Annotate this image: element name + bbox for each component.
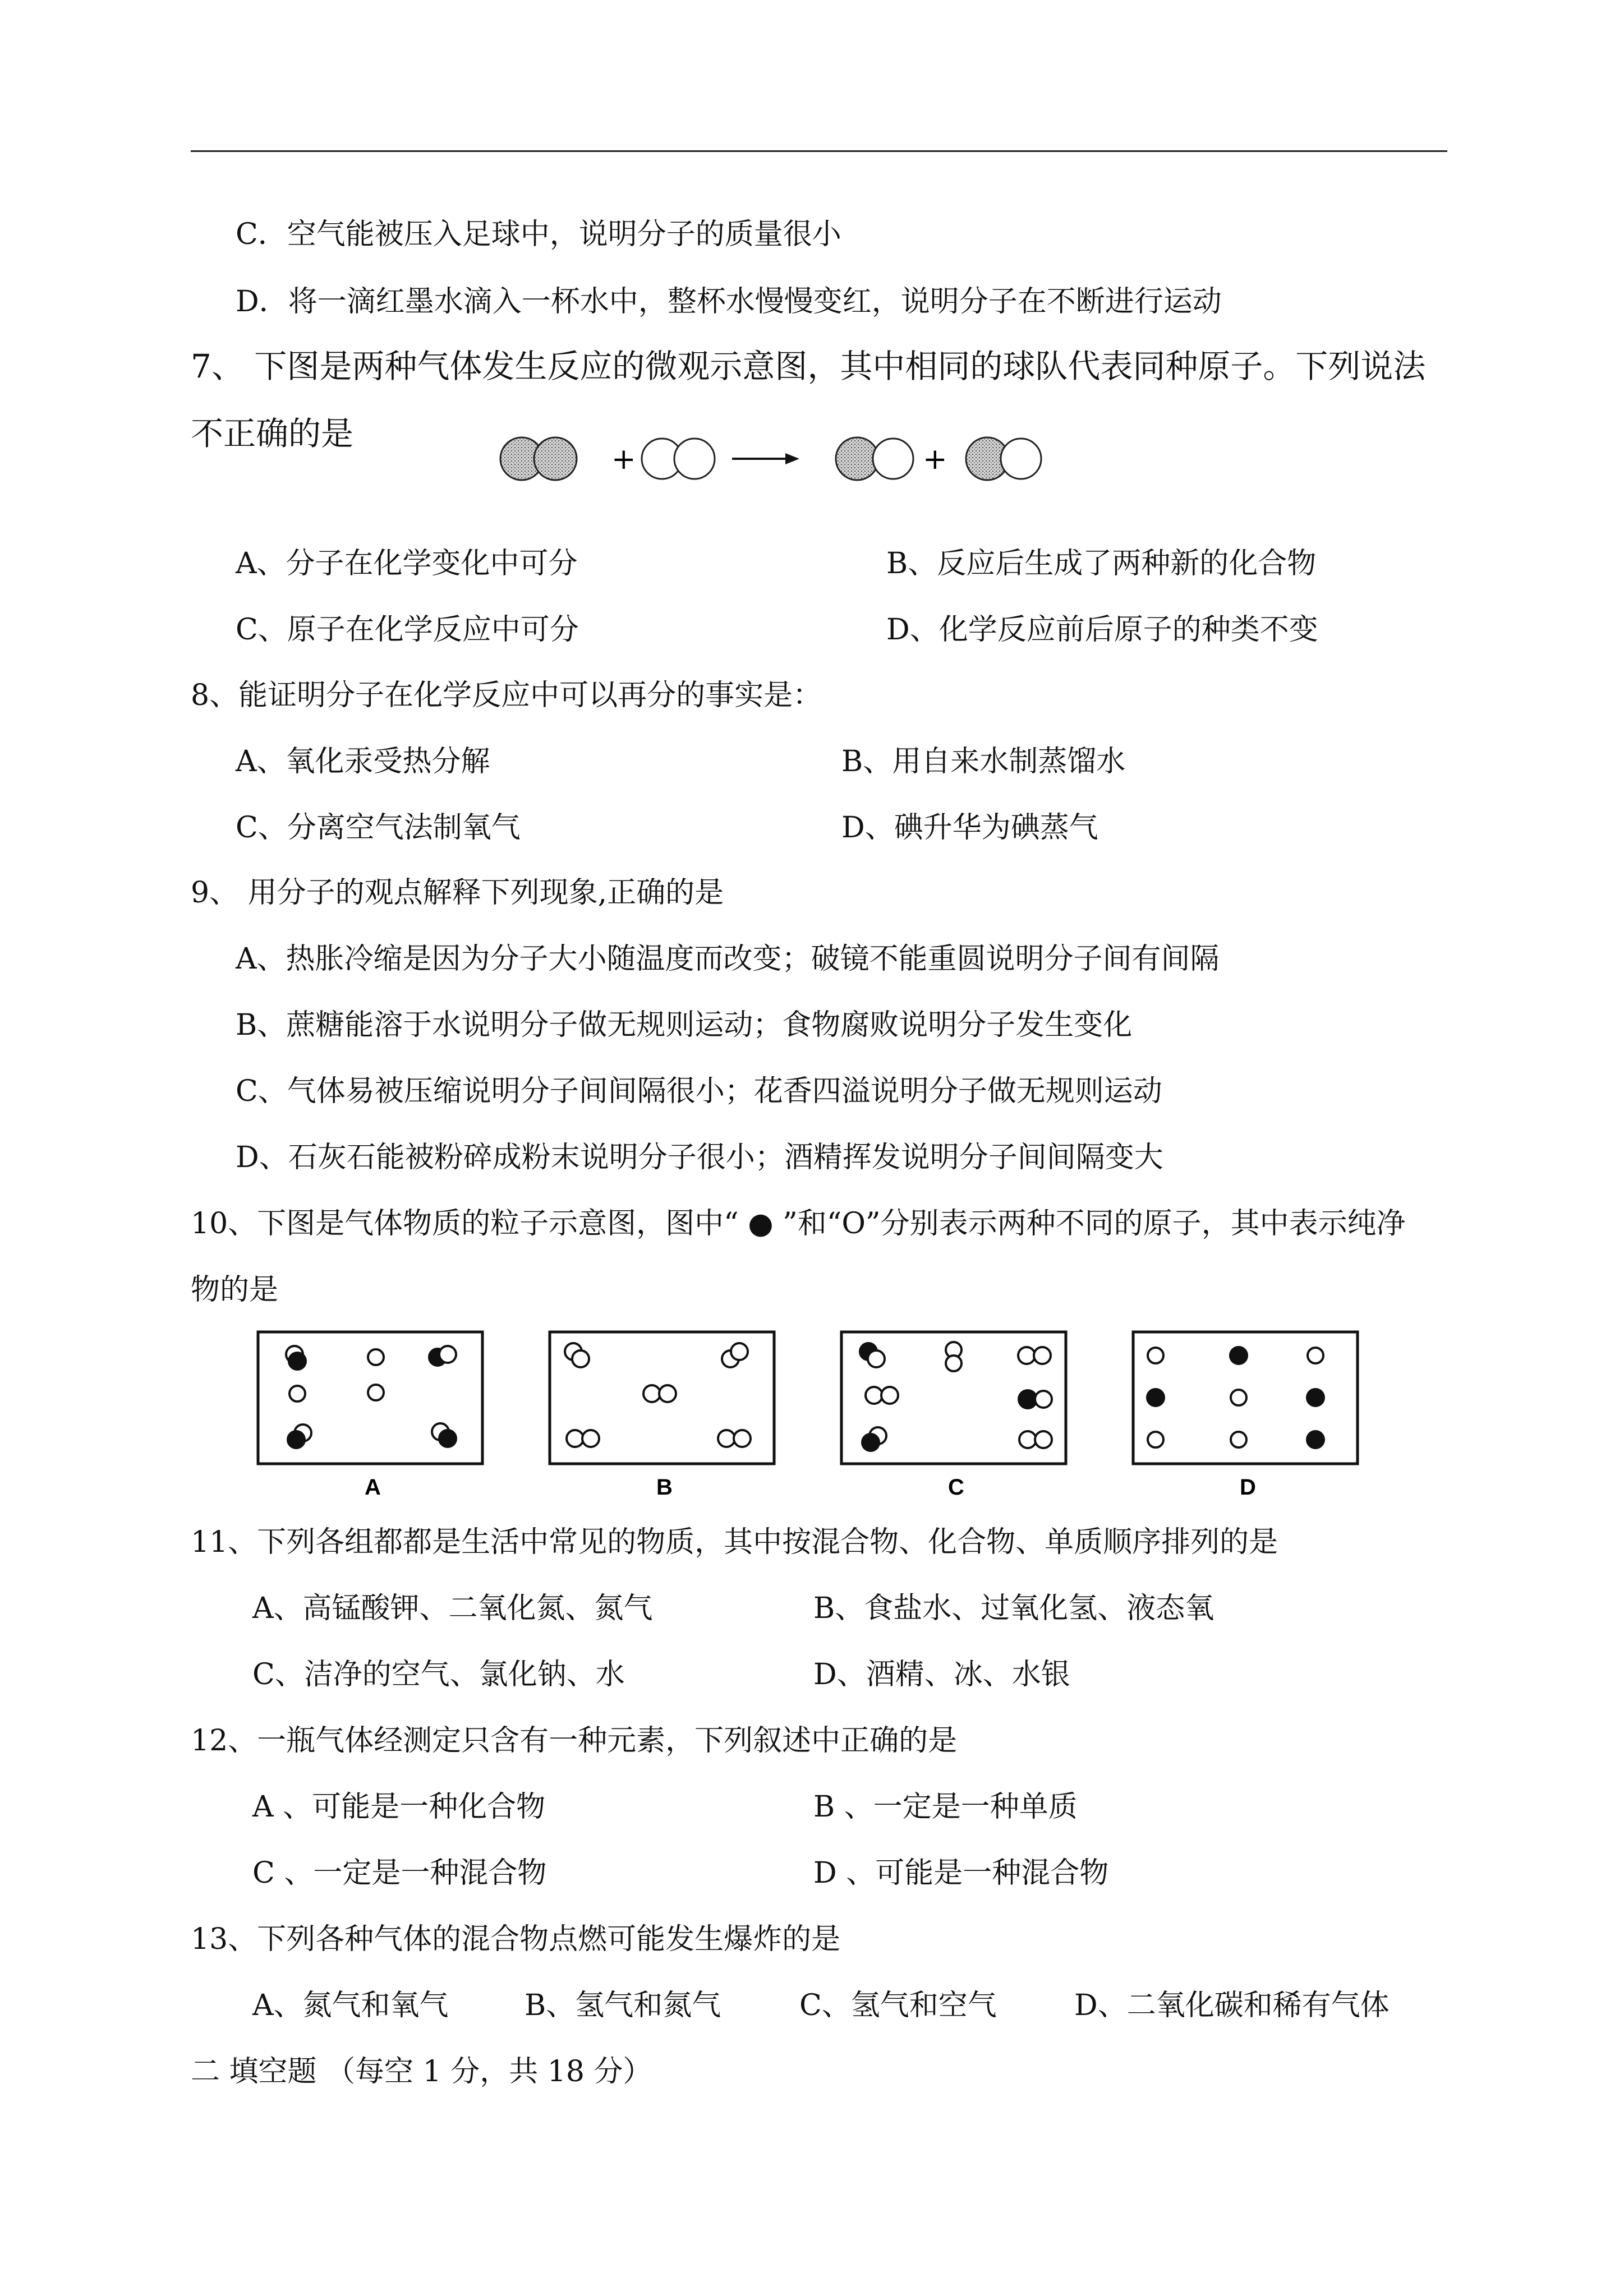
- q6-option-c: C．空气能被压入足球中，说明分子的质量很小: [236, 218, 841, 251]
- q10-particle-diagrams: [247, 1321, 1391, 1500]
- q7-stem-line2: 不正确的是: [191, 414, 354, 453]
- q8-stem: 8、能证明分子在化学反应中可以再分的事实是：: [191, 679, 822, 712]
- q12-option-d: D 、可能是一种混合物: [813, 1856, 1109, 1890]
- box-label-d: D: [1240, 1475, 1256, 1500]
- q11-option-c: C、洁净的空气、氯化钠、水: [252, 1658, 625, 1691]
- q13-stem: 13、下列各种气体的混合物点燃可能发生爆炸的是: [191, 1922, 841, 1956]
- q8-option-d: D、碘升华为碘蒸气: [841, 811, 1098, 845]
- q10-stem-line1: 10、下图是气体物质的粒子示意图，图中“ ● ”和“O”分别表示两种不同的原子，其中表示纯净: [191, 1207, 1406, 1241]
- q7-option-a: A、分子在化学变化中可分: [236, 547, 578, 580]
- q12-option-a: A 、可能是一种化合物: [252, 1790, 546, 1824]
- q7-option-d: D、化学反应前后原子的种类不变: [886, 613, 1318, 647]
- box-label-c: C: [948, 1475, 964, 1500]
- q12-option-b: B 、一定是一种单质: [813, 1790, 1078, 1824]
- q13-option-a: A、氮气和氧气: [252, 1989, 449, 2022]
- header-rule: [191, 150, 1447, 152]
- plus-sign-2: +: [923, 442, 947, 476]
- q13-option-d: D、二氧化碳和稀有气体: [1074, 1989, 1390, 2022]
- q11-stem: 11、下列各组都都是生活中常见的物质，其中按混合物、化合物、单质顺序排列的是: [191, 1525, 1278, 1559]
- q9-option-d: D、石灰石能被粉碎成粉末说明分子很小；酒精挥发说明分子间间隔变大: [236, 1141, 1163, 1174]
- reactant-white-molecule: [642, 439, 715, 479]
- q12-option-c: C 、一定是一种混合物: [252, 1856, 547, 1890]
- q13-option-c: C、氢气和空气: [799, 1989, 997, 2022]
- q7-stem-line1: 7、 下图是两种气体发生反应的微观示意图，其中相同的球队代表同种原子。下列说法: [191, 347, 1426, 385]
- q9-option-b: B、蔗糖能溶于水说明分子做无规则运动；食物腐败说明分子发生变化: [236, 1008, 1133, 1042]
- q10-stem-line2: 物的是: [191, 1273, 279, 1307]
- box-label-b: B: [656, 1475, 673, 1500]
- q8-option-a: A、氧化汞受热分解: [236, 745, 490, 778]
- q13-option-b: B、氢气和氮气: [525, 1989, 721, 2022]
- q9-option-a: A、热胀冷缩是因为分子大小随温度而改变；破镜不能重圆说明分子间有间隔: [236, 942, 1220, 976]
- q11-option-a: A、高锰酸钾、二氧化氮、氮气: [252, 1592, 653, 1625]
- q12-stem: 12、一瓶气体经测定只含有一种元素，下列叙述中正确的是: [191, 1724, 958, 1758]
- reactant-shaded-molecule: [500, 437, 577, 480]
- q8-option-c: C、分离空气法制氧气: [236, 811, 521, 845]
- q7-option-c: C、原子在化学反应中可分: [236, 613, 579, 647]
- q7-option-b: B、反应后生成了两种新的化合物: [886, 547, 1317, 580]
- reaction-arrow-icon: [732, 453, 799, 464]
- product-molecule-2: [966, 437, 1041, 480]
- q11-option-d: D、酒精、冰、水银: [813, 1658, 1070, 1691]
- section-2-title: 二 填空题 （每空 1 分，共 18 分）: [191, 2055, 652, 2088]
- q6-option-d: D．将一滴红墨水滴入一杯水中，整杯水慢慢变红，说明分子在不断进行运动: [236, 285, 1222, 319]
- q11-option-b: B、食盐水、过氧化氢、液态氧: [813, 1592, 1214, 1625]
- q7-reaction-diagram: [494, 426, 1055, 494]
- box-label-a: A: [365, 1475, 381, 1500]
- q9-option-c: C、气体易被压缩说明分子间间隔很小；花香四溢说明分子做无规则运动: [236, 1075, 1162, 1108]
- product-molecule-1: [836, 437, 913, 480]
- q9-stem: 9、 用分子的观点解释下列现象,正确的是: [191, 876, 724, 910]
- q8-option-b: B、用自来水制蒸馏水: [841, 745, 1126, 778]
- plus-sign-1: +: [611, 442, 636, 476]
